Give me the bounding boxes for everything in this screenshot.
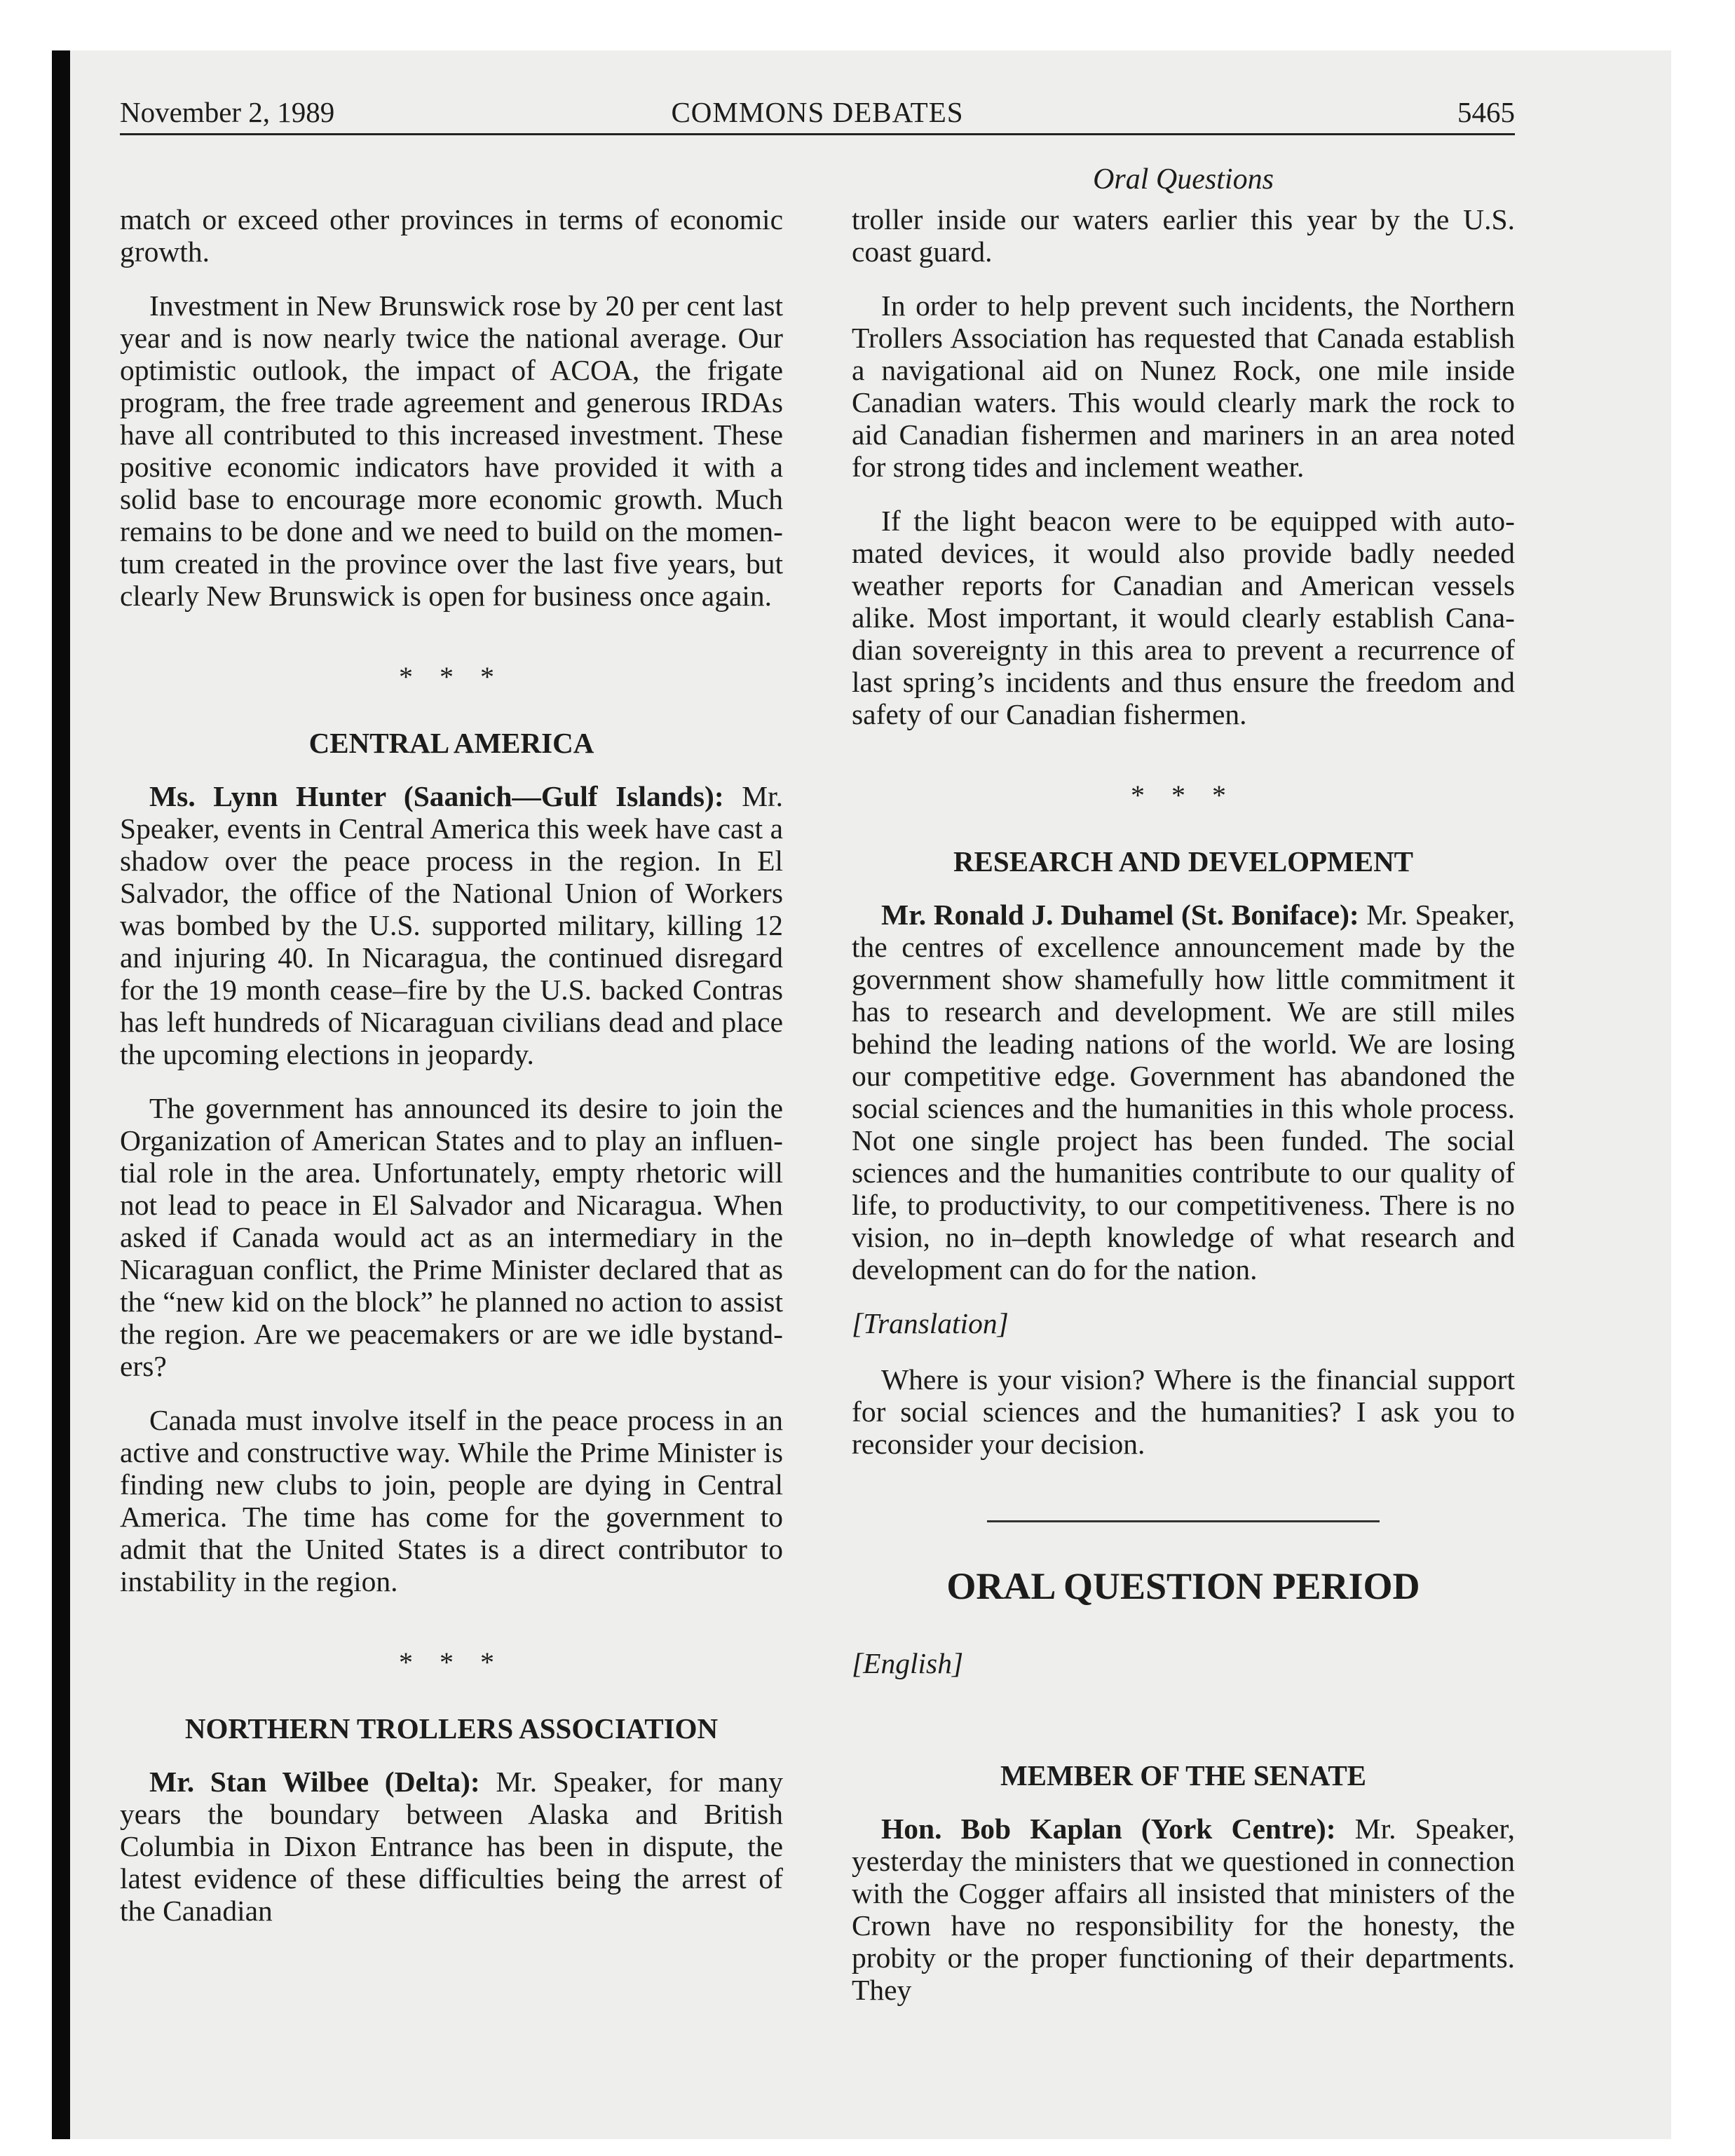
speech-kaplan bbox=[852, 1813, 1515, 2006]
scan-border bbox=[52, 50, 70, 2139]
running-header bbox=[120, 91, 1515, 133]
paragraph: In order to help prevent such incidents, the Northern Trollers Association has requested that Canada establish a navigational aid on Nunez Rock, one mile inside Canadian waters. This would clearly mark the rock to aid Canadian fishermen and mariners in an area noted for strong tides and inclement weather. bbox=[852, 289, 1515, 483]
paragraph: Where is your vision? Where is the financial support for social sciences and the humanities? I ask you to reconsider your decision. bbox=[852, 1363, 1515, 1460]
speaker-name: Hon. Bob Kaplan (York Centre): bbox=[881, 1813, 1336, 1845]
speech-wilbee bbox=[120, 1766, 783, 1927]
paragraph: The government has announced its desire to join the Organization of American States and to play an influential role in the area. Unfortunately, empty rhetoric will not lead to peace in El Salvador and Nicaragua. When asked if Canada would act as an intermediary in the Nicaraguan conflict, the Prime Minister declared that as the “new kid on the block” he planned no action to assist the region. Are we peacemakers or are we idle bystanders? bbox=[120, 1092, 783, 1382]
speaker-name: Mr. Stan Wilbee (Delta): bbox=[149, 1766, 480, 1798]
speech-text: Mr. Speaker, yesterday the ministers that we questioned in connection with the Cogger affairs all insisted that ministers of the Crown have no responsibility for the honesty, the probity or the proper functioning of their departments. They bbox=[852, 1813, 1515, 2006]
paragraph: If the light beacon were to be equipped with automated devices, it would also provide badly needed weather reports for Canadian and American vessels alike. Most important, it would clearly establish Canadian sovereignty in this area to prevent a recurrence of last spring’s incidents and thus ensure the freedom and safety of our Canadian fishermen. bbox=[852, 505, 1515, 730]
speech-text: Mr. Speaker, for many years the boundary between Alaska and British Columbia in Dixon Entrance has been in dispute, the latest evidence of these difficulties being the arrest of the Canadian bbox=[120, 1766, 783, 1927]
section-rule bbox=[987, 1520, 1380, 1522]
section-separator: * * * bbox=[399, 1646, 504, 1678]
speech-text: Mr. Speaker, the centres of excellence announcement made by the government show shamefully how little commitment it has to research and development. We are still miles behind the leading nations of the world. We are losing our competitive edge. Government has abandoned the social sciences and the humanities in this whole process. Not one single project has been funded. The social sciences and the humanities contribute to our quality of life, to productivity, to our competitiveness. There is no vision, no in–depth knowledge of what research and development can do for the nation. bbox=[852, 899, 1515, 1285]
speech-duhamel bbox=[852, 899, 1515, 1285]
section-separator: * * * bbox=[1131, 779, 1236, 811]
paragraph: troller inside our waters earlier this year by the U.S. coast guard. bbox=[852, 203, 1515, 268]
speaker-name: Mr. Ronald J. Duhamel (St. Boniface): bbox=[881, 899, 1359, 931]
header-rule bbox=[120, 133, 1515, 135]
speaker-name: Ms. Lynn Hunter (Saanich—Gulf Islands): bbox=[149, 780, 724, 812]
heading-member-of-senate: MEMBER OF THE SENATE bbox=[1000, 1759, 1367, 1792]
spacer bbox=[852, 1703, 1515, 1744]
paragraph: match or exceed other provinces in terms of economic growth. bbox=[120, 203, 783, 268]
heading-central-america: CENTRAL AMERICA bbox=[308, 727, 594, 759]
paragraph: Investment in New Brunswick rose by 20 per cent last year and is now nearly twice the national average. Our optimistic outlook, the impact of ACOA, the frigate program, the free trade agreement and generous IRDAs have all contributed to this increased investment. These positive economic indicators have provided it with a solid base to encourage more economic growth. Much remains to be done and we need to build on the momentum created in the province over the last five years, but clearly New Brunswick is open for business once again. bbox=[120, 289, 783, 612]
right-column bbox=[852, 203, 1515, 2033]
paragraph: Canada must involve itself in the peace process in an active and constructive way. While the Prime Minister is finding new clubs to join, people are dying in Central America. The time has come for the government to admit that the United States is a direct contributor to instability in the region. bbox=[120, 1404, 783, 1597]
language-marker: [Translation] bbox=[852, 1307, 1009, 1339]
heading-research: RESEARCH AND DEVELOPMENT bbox=[953, 845, 1414, 878]
header-page-number: 5465 bbox=[1457, 96, 1515, 128]
speech-text: Mr. Speaker, events in Central America this week have cast a shadow over the peace process in the region. In El Salvador, the office of the National Union of Workers was bombed by the U.S. supported military, killing 12 and injuring 40. In Nicaragua, the continued disregard for the 19 month cease–fire by the U.S. backed Contras has left hundreds of Nicaraguan civilians dead and place the upcoming elections in jeopardy. bbox=[120, 780, 783, 1070]
heading-northern-trollers: NORTHERN TROLLERS ASSOCIATION bbox=[184, 1712, 719, 1745]
language-marker: [English] bbox=[852, 1647, 964, 1679]
section-separator: * * * bbox=[399, 661, 504, 692]
header-publication: COMMONS DEBATES bbox=[671, 96, 964, 128]
left-column bbox=[120, 203, 783, 2033]
heading-oral-question-period: ORAL QUESTION PERIOD bbox=[946, 1565, 1420, 1607]
section-label: Oral Questions bbox=[1093, 163, 1274, 196]
speech-hunter bbox=[120, 780, 783, 1070]
header-date: November 2, 1989 bbox=[120, 96, 335, 128]
